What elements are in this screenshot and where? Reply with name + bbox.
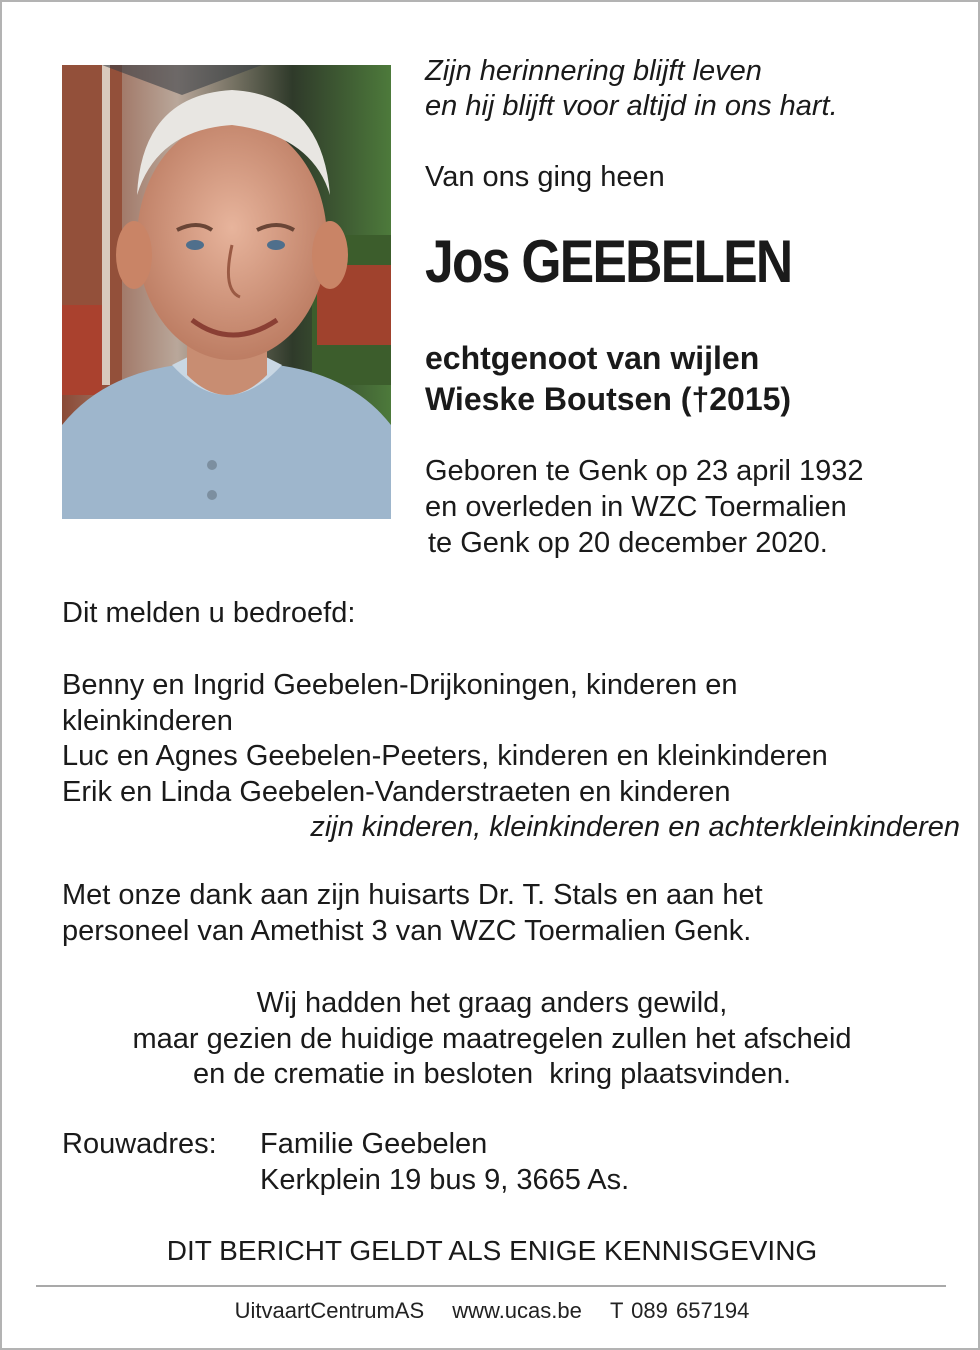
family-role: zijn kinderen, kleinkinderen en achterkleinkinderen bbox=[310, 811, 960, 843]
footer-company: UitvaartCentrumAS bbox=[234, 1298, 425, 1323]
closing-text bbox=[2, 986, 980, 1093]
announcement: Dit melden u bedroefd: bbox=[62, 597, 356, 629]
address-line-1: Familie Geebelen bbox=[260, 1128, 488, 1160]
dates-line-2: en overleden in WZC Toermalien bbox=[425, 491, 847, 523]
footer-divider bbox=[36, 1285, 946, 1287]
birth-death-dates bbox=[425, 453, 965, 561]
mourning-address bbox=[62, 1127, 942, 1198]
address-label: Rouwadres: bbox=[62, 1128, 217, 1160]
quote-line-1: Zijn herinnering blijft leven bbox=[425, 55, 762, 87]
footer bbox=[2, 1296, 980, 1326]
dates-line-3: te Genk op 20 december 2020. bbox=[428, 527, 828, 559]
portrait-photo bbox=[62, 65, 391, 519]
notice-text: DIT BERICHT GELDT ALS ENIGE KENNISGEVING bbox=[166, 1235, 818, 1266]
spouse-line-1: echtgenoot van wijlen bbox=[425, 340, 760, 376]
quote-line-2: en hij blijft voor altijd in ons hart. bbox=[425, 90, 838, 122]
family-member: Benny en Ingrid Geebelen-Drijkoningen, kinderen en kleinkinderen bbox=[62, 669, 738, 737]
memorial-quote bbox=[425, 54, 965, 124]
footer-website[interactable]: www.ucas.be bbox=[452, 1298, 582, 1323]
footer-phone: T 089 657194 bbox=[610, 1298, 750, 1323]
spouse-info bbox=[425, 338, 965, 420]
deceased-name: Jos GEEBELEN bbox=[425, 228, 792, 295]
dates-line-1: Geboren te Genk op 23 april 1932 bbox=[425, 455, 864, 487]
family-list bbox=[62, 668, 960, 846]
closing-line-1: Wij hadden het graag anders gewild, bbox=[256, 987, 728, 1019]
thanks-text: Met onze dank aan zijn huisarts Dr. T. Stals en aan het personeel van Amethist 3 van WZC Toermalien Genk. bbox=[62, 879, 763, 947]
closing-line-3: en de crematie in besloten kring plaatsvinden. bbox=[192, 1058, 792, 1090]
family-member: Luc en Agnes Geebelen-Peeters, kinderen en kleinkinderen bbox=[62, 740, 828, 772]
address-value bbox=[260, 1127, 629, 1198]
spouse-line-2: Wieske Boutsen (†2015) bbox=[425, 381, 792, 417]
portrait-illustration bbox=[62, 65, 391, 519]
address-line-2: Kerkplein 19 bus 9, 3665 As. bbox=[260, 1163, 630, 1196]
family-member: Erik en Linda Geebelen-Vanderstraeten en kinderen bbox=[62, 775, 731, 808]
closing-line-2: maar gezien de huidige maatregelen zullen het afscheid bbox=[132, 1022, 852, 1055]
intro-text: Van ons ging heen bbox=[425, 161, 665, 193]
